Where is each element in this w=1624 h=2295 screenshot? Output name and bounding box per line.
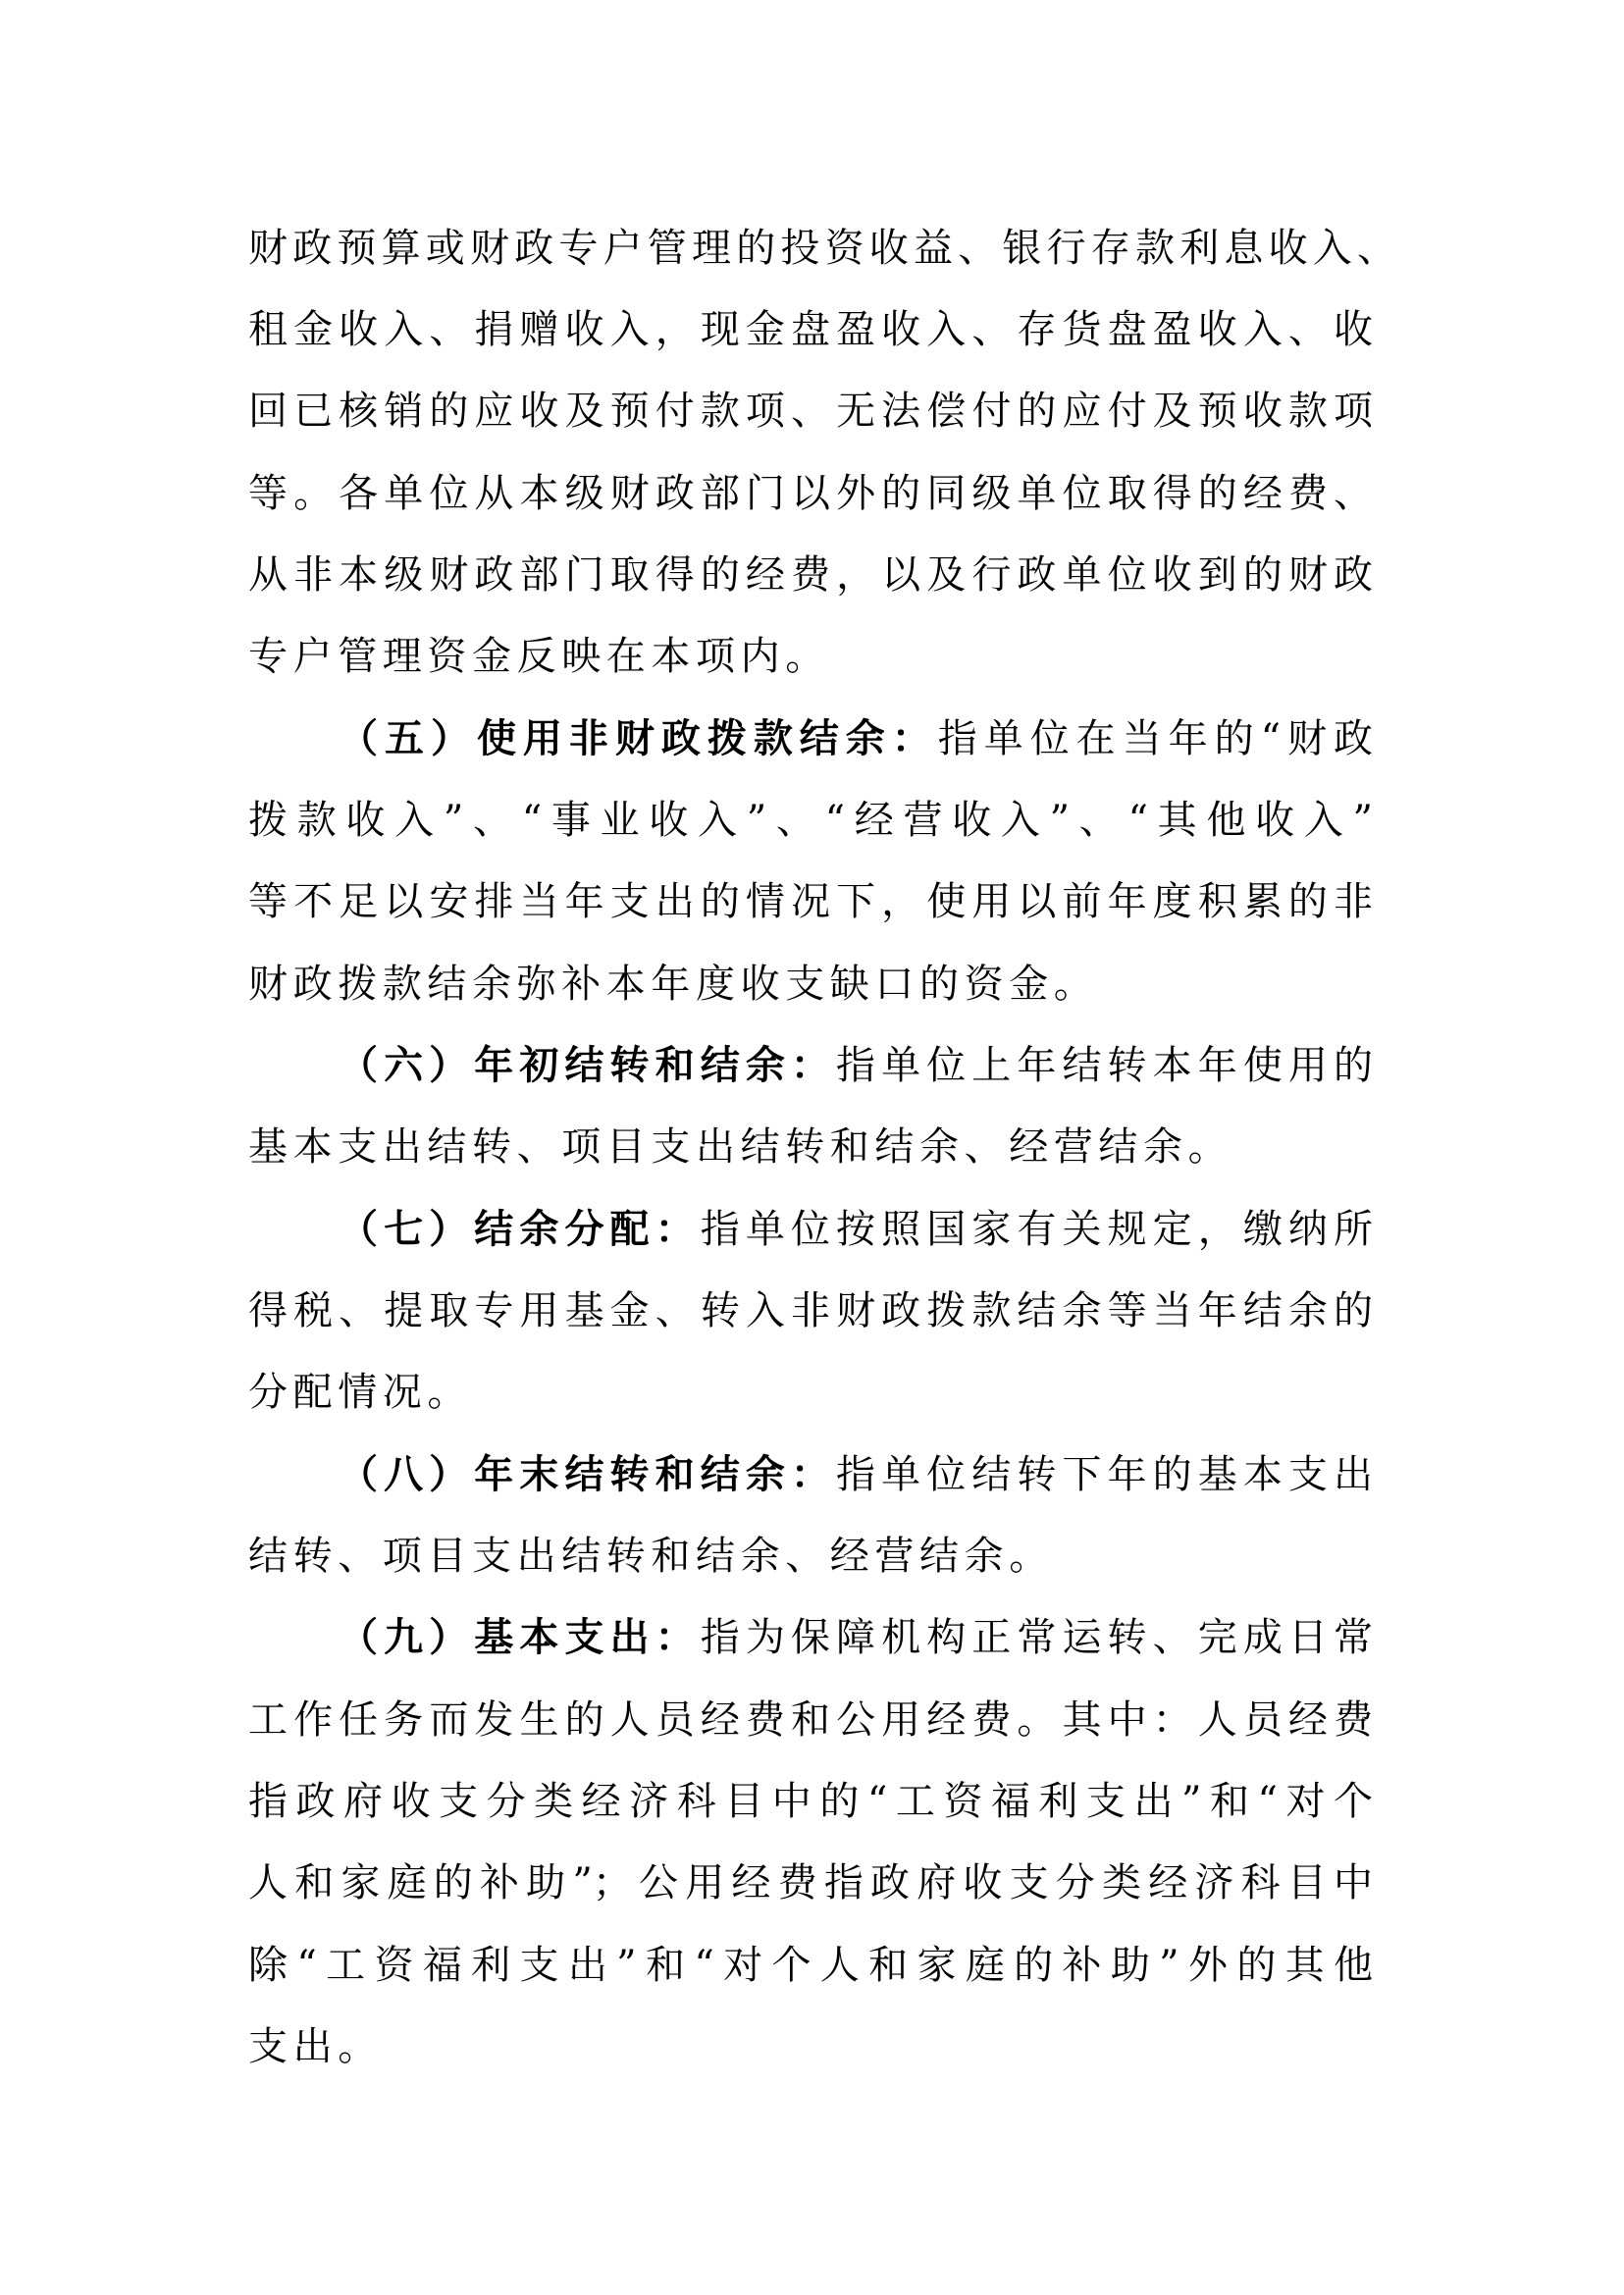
section-text: 指单位结转下年的基本支出 bbox=[836, 1452, 1373, 1497]
section-heading-8: （八）年末结转和结余： bbox=[339, 1451, 836, 1497]
section-heading-line-5 bbox=[339, 698, 1373, 780]
section-heading-6: （六）年初结转和结余： bbox=[339, 1042, 836, 1088]
paragraph-line: 财政预算或财政专户管理的投资收益、银行存款利息收入、 bbox=[248, 226, 1396, 271]
paragraph-line: 分配情况。 bbox=[248, 1370, 472, 1415]
section-heading-line-9 bbox=[339, 1596, 1373, 1679]
section-text: 指单位按照国家有关规定，缴纳所 bbox=[700, 1207, 1374, 1252]
paragraph-line: 结转、项目支出结转和结余、经营结余。 bbox=[248, 1534, 1054, 1579]
section-heading-5: （五）使用非财政拨款结余： bbox=[339, 715, 938, 761]
section-heading-line-7 bbox=[339, 1188, 1373, 1271]
paragraph-line: 财政拨款结余弥补本年度收支缺口的资金。 bbox=[248, 962, 1099, 1007]
paragraph-line: 工作任务而发生的人员经费和公用经费。其中：人员经费 bbox=[248, 1697, 1373, 1743]
paragraph-line: 得税、提取专用基金、转入非财政拨款结余等当年结余的 bbox=[248, 1288, 1373, 1333]
section-heading-line-8 bbox=[339, 1434, 1373, 1516]
paragraph-line: 回已核销的应收及预付款项、无法偿付的应付及预收款项 bbox=[248, 389, 1373, 434]
section-heading-9: （九）基本支出： bbox=[339, 1614, 701, 1660]
section-heading-7: （七）结余分配： bbox=[339, 1206, 701, 1252]
paragraph-line: 等不足以安排当年支出的情况下，使用以前年度积累的非 bbox=[248, 879, 1373, 924]
paragraph-line: 基本支出结转、项目支出结转和结余、经营结余。 bbox=[248, 1124, 1233, 1170]
section-heading-line-6 bbox=[339, 1024, 1373, 1107]
paragraph-line: 支出。 bbox=[248, 2024, 383, 2069]
section-text: 指单位上年结转本年使用的 bbox=[836, 1043, 1373, 1088]
paragraph-line: 等。各单位从本级财政部门以外的同级单位取得的经费、 bbox=[248, 471, 1373, 516]
section-text: 指为保障机构正常运转、完成日常 bbox=[700, 1615, 1374, 1660]
paragraph-line: 除“工资福利支出”和“对个人和家庭的补助”外的其他 bbox=[248, 1943, 1373, 1988]
paragraph-line: 人和家庭的补助”；公用经费指政府收支分类经济科目中 bbox=[248, 1860, 1373, 1905]
paragraph-line: 指政府收支分类经济科目中的“工资福利支出”和“对个 bbox=[248, 1779, 1373, 1824]
paragraph-line: 租金收入、捐赠收入，现金盘盈收入、存货盘盈收入、收 bbox=[248, 307, 1373, 352]
paragraph-line: 从非本级财政部门取得的经费，以及行政单位收到的财政 bbox=[248, 552, 1373, 598]
section-text: 指单位在当年的“财政 bbox=[937, 716, 1373, 761]
paragraph-line: 专户管理资金反映在本项内。 bbox=[248, 634, 830, 679]
paragraph-line: 拨款收入”、“事业收入”、“经营收入”、“其他收入” bbox=[248, 798, 1373, 843]
